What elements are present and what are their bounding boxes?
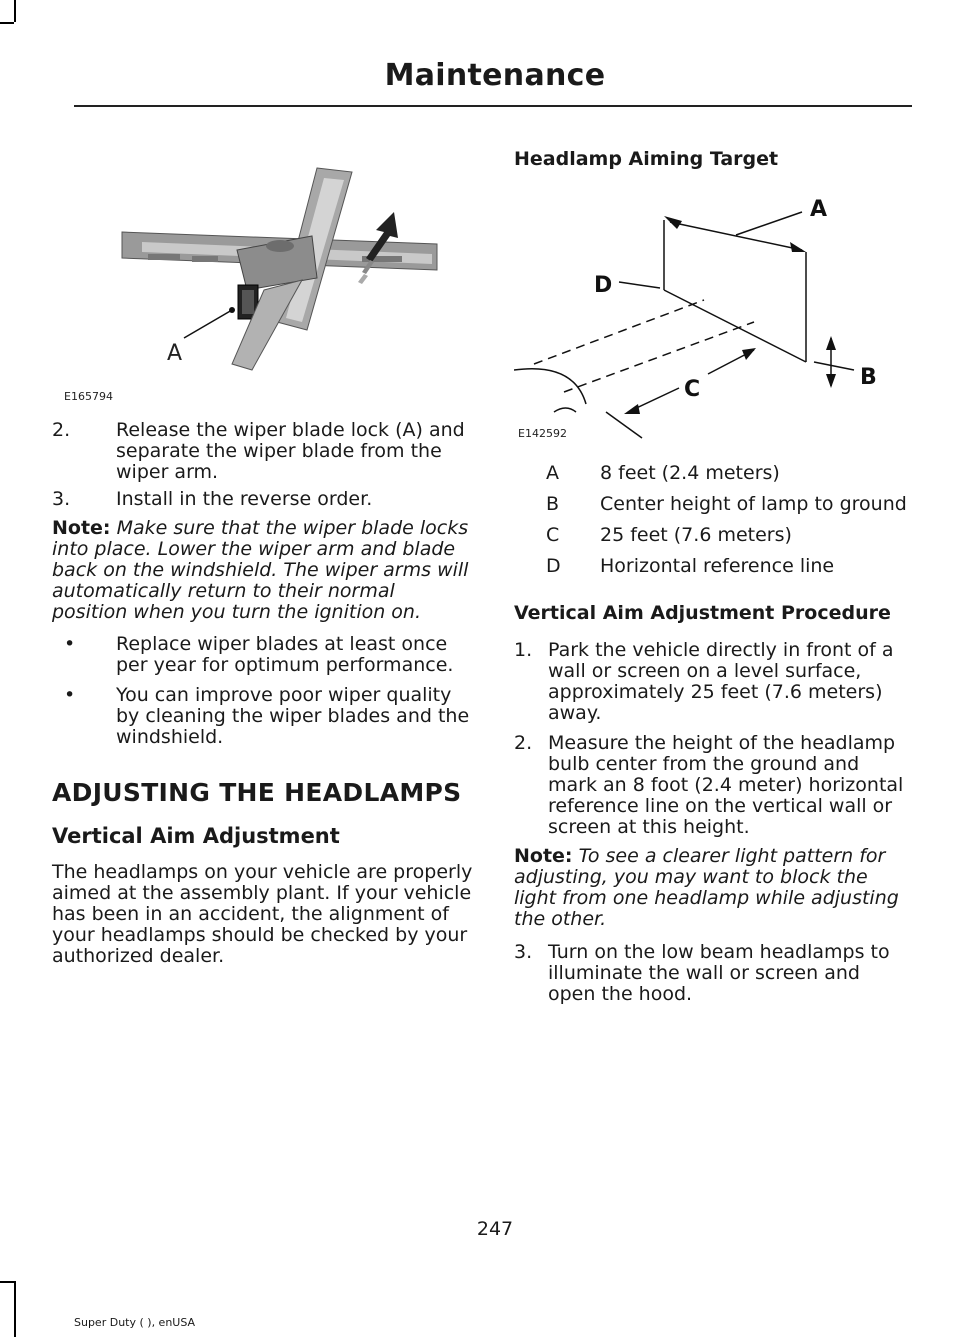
step-text: Measure the height of the headlamp bulb center from the ground and mark an 8 foot (2.4 meter) horizontal reference line on the vertical wall or screen at this height. xyxy=(548,732,904,838)
crop-mark xyxy=(0,22,14,24)
procedure-heading: Vertical Aim Adjustment Procedure xyxy=(514,602,891,624)
intro-paragraph: The headlamps on your vehicle are properly aimed at the assembly plant. If your vehicle has been in an accident, the alignment of your headlamps should be checked by your authorized dealer. xyxy=(52,861,473,967)
legend-key: B xyxy=(546,493,560,515)
diagram-label-b: B xyxy=(860,365,877,390)
arrowheads xyxy=(624,216,836,414)
note-text: To see a clearer light pattern for adjusting, you may want to block the light from one headlamp while adjusting the other. xyxy=(514,845,899,930)
step-item xyxy=(52,489,474,510)
headlamp-figure-code: E142592 xyxy=(518,427,567,440)
dimension-a-line xyxy=(670,222,802,250)
legend-value: Horizontal reference line xyxy=(600,555,835,577)
note-paragraph xyxy=(514,846,910,930)
note-label: Note: xyxy=(514,845,573,867)
doc-info: Super Duty ( ), enUSA xyxy=(74,1316,196,1329)
page-number: 247 xyxy=(476,1218,514,1240)
wiper-blade-illustration xyxy=(122,168,437,370)
wiper-figure-code: E165794 xyxy=(64,390,113,403)
note-paragraph xyxy=(52,518,474,623)
crop-mark xyxy=(14,0,16,22)
step-item xyxy=(514,942,910,1005)
crop-mark xyxy=(0,1281,14,1283)
legend-value: 8 feet (2.4 meters) xyxy=(600,462,780,484)
diagram-label-a: A xyxy=(810,197,828,222)
screen-bottom-edge xyxy=(664,290,806,362)
step-item xyxy=(514,640,910,724)
bullet-text: You can improve poor wiper quality by cleaning the wiper blades and the windshield. xyxy=(116,684,470,748)
step-text: Park the vehicle directly in front of a wall or screen on a level surface, approximately 25 feet (7.6 meters) away. xyxy=(548,639,894,724)
beam-upper xyxy=(534,300,704,364)
vehicle-outline xyxy=(514,369,586,404)
step-number: 3. xyxy=(52,488,71,510)
step-number: 2. xyxy=(514,732,533,754)
page-title: Maintenance xyxy=(384,58,606,93)
legend-value: 25 feet (7.6 meters) xyxy=(600,524,792,546)
step-text: Install in the reverse order. xyxy=(116,488,373,510)
reference-line-pointer xyxy=(619,282,660,288)
step-text: Turn on the low beam headlamps to illuminate the wall or screen and open the hood. xyxy=(548,941,890,1005)
bullet-text: Replace wiper blades at least once per year for optimum performance. xyxy=(116,633,454,676)
note-text: Make sure that the wiper blade locks into place. Lower the wiper arm and blade back on the windshield. The wiper arms will automatically return to their normal position when you turn the ignition on. xyxy=(52,517,469,623)
diagram-label-c: C xyxy=(684,377,701,402)
legend-value: Center height of lamp to ground xyxy=(600,493,907,515)
legend-key: D xyxy=(546,555,561,577)
legend-key: C xyxy=(546,524,560,546)
beam-lower xyxy=(564,322,754,392)
step-number: 3. xyxy=(514,941,533,963)
sub-heading: Vertical Aim Adjustment xyxy=(52,824,340,848)
figure-title: Headlamp Aiming Target xyxy=(514,148,779,170)
bullet-item xyxy=(52,685,474,748)
bullet-marker: • xyxy=(64,633,76,655)
header-rule xyxy=(74,105,912,107)
step-text: Release the wiper blade lock (A) and separate the wiper blade from the wiper arm. xyxy=(116,419,465,483)
diagram-label-d: D xyxy=(594,273,613,298)
step-number: 1. xyxy=(514,639,533,661)
step-item xyxy=(514,733,910,838)
wiper-callout-a: A xyxy=(167,341,183,366)
section-heading: ADJUSTING THE HEADLAMPS xyxy=(52,778,462,807)
legend-key: A xyxy=(546,462,559,484)
note-label: Note: xyxy=(52,517,111,539)
bullet-item xyxy=(52,634,474,676)
callout-line xyxy=(184,310,232,338)
headlamp-aiming-figure xyxy=(514,190,910,450)
bullet-marker: • xyxy=(64,684,76,706)
step-number: 2. xyxy=(52,419,71,441)
wiper-blade-figure xyxy=(52,150,472,410)
target-diagram xyxy=(514,212,854,438)
step-item xyxy=(52,420,474,483)
crop-mark xyxy=(14,1281,16,1337)
